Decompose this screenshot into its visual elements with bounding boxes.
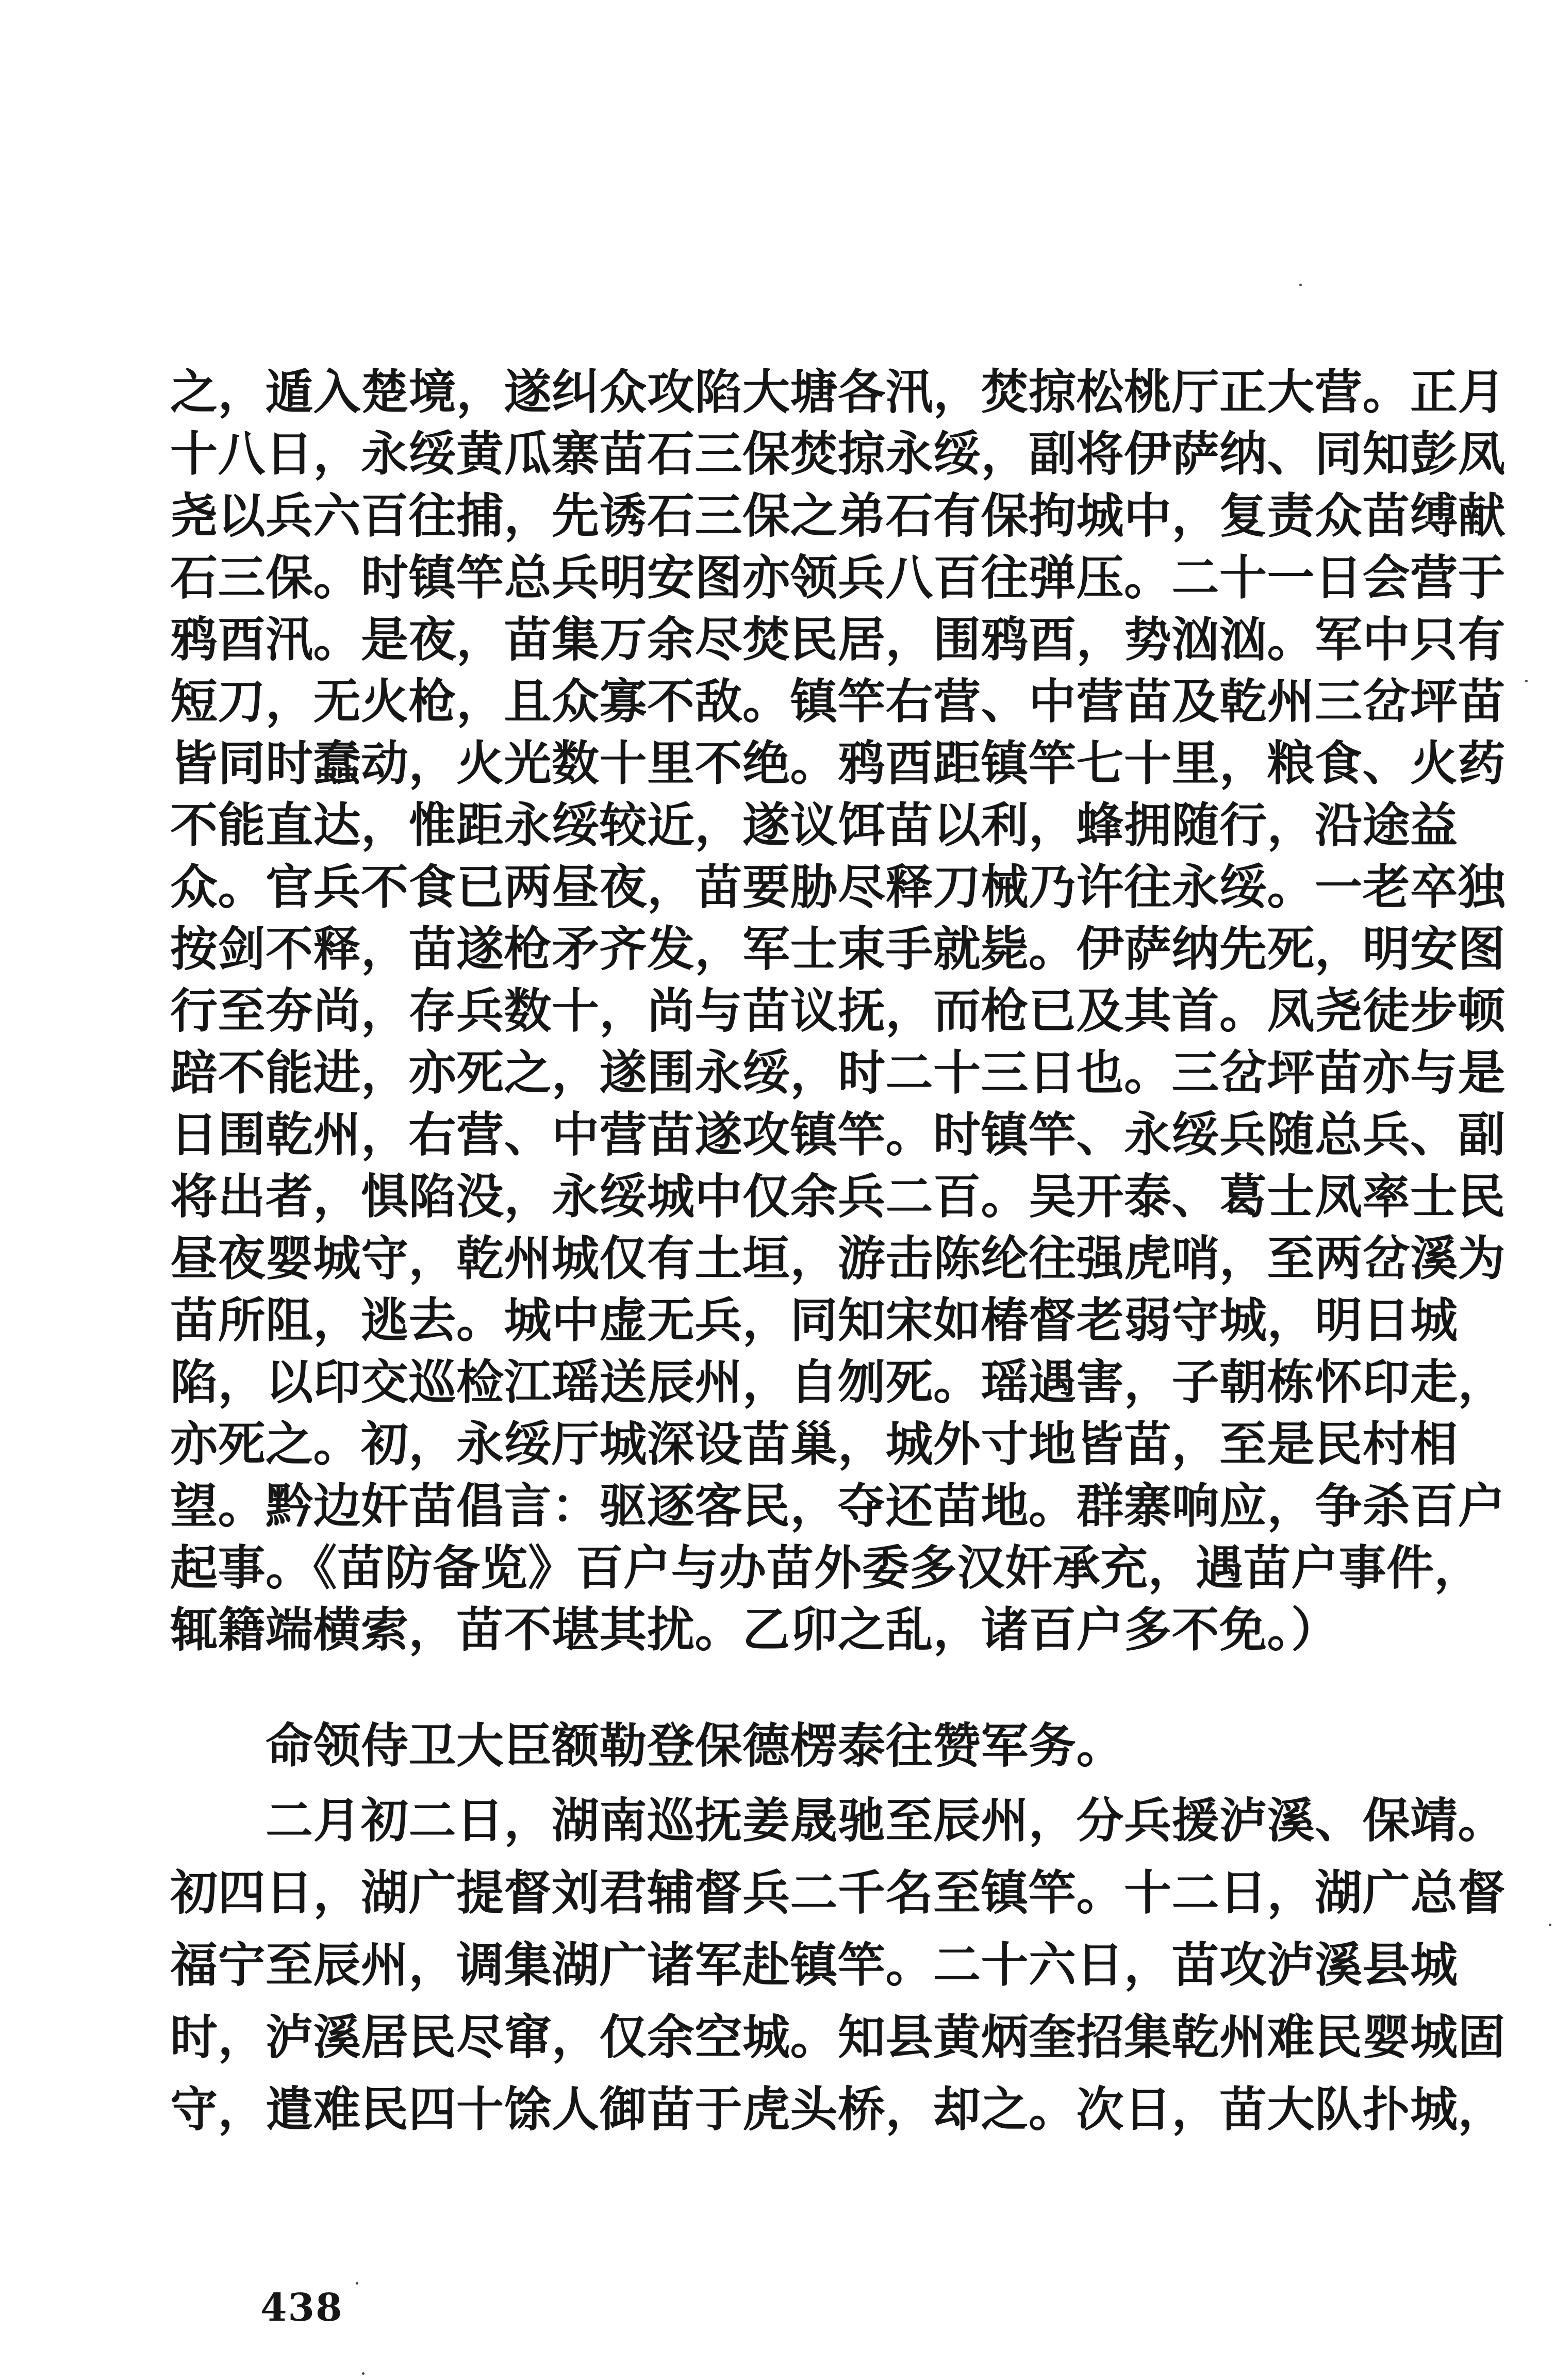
text-line: 皆同时蠢动，火光数十里不绝。鸦酉距镇竿七十里，粮食、火药 <box>170 735 1506 791</box>
text-line: 辄籍端横索，苗不堪其扰。乙卯之乱，诸百户多不免。） <box>170 1602 1339 1657</box>
text-line: 短刀，无火枪，且众寡不敌。镇竿右营、中营苗及乾州三岔坪苗 <box>170 674 1506 729</box>
text-line: 苗所阻，逃去。城中虚无兵，同知宋如椿督老弱守城，明日城 <box>170 1292 1458 1348</box>
text-line: 福宁至辰州，调集湖广诸军赴镇竿。二十六日，苗攻泸溪县城 <box>170 1937 1458 1993</box>
text-line: 石三保。时镇竿总兵明安图亦领兵八百往弹压。二十一日会营于 <box>170 550 1506 605</box>
page-number: 438 <box>260 2286 343 2330</box>
text-line: 按剑不释，苗遂枪矛齐发，军士束手就毙。伊萨纳先死，明安图 <box>170 921 1506 977</box>
text-line: 之，遁入楚境，遂纠众攻陷大塘各汛，焚掠松桃厅正大营。正月 <box>170 364 1506 420</box>
text-line: 望。黔边奸苗倡言：驱逐客民，夺还苗地。群寨响应，争杀百户 <box>170 1478 1506 1534</box>
text-line: 亦死之。初，永绥厅城深设苗巢，城外寸地皆苗，至是民村相 <box>170 1416 1458 1472</box>
text-line: 不能直达，惟距永绥较近，遂议饵苗以利，蜂拥随行，沿途益 <box>170 797 1458 853</box>
text-line: 时，泸溪居民尽窜，仅余空城。知县黄炳奎招集乾州难民婴城固 <box>170 2009 1506 2065</box>
text-line: 陷，以印交巡检江瑶送辰州，自刎死。瑶遇害，子朝栋怀印走， <box>170 1354 1506 1410</box>
text-line: 踣不能进，亦死之，遂围永绥，时二十三日也。三岔坪苗亦与是 <box>170 1045 1506 1101</box>
text-line: 二月初二日，湖南巡抚姜晟驰至辰州，分兵援泸溪、保靖。 <box>170 1793 1506 1848</box>
text-line: 鸦酉汛。是夜，苗集万余尽焚民居，围鸦酉，势汹汹。军中只有 <box>170 612 1506 667</box>
text-line: 日围乾州，右营、中营苗遂攻镇竿。时镇竿、永绥兵随总兵、副 <box>170 1107 1506 1162</box>
scan-speck <box>1549 1924 1551 1926</box>
text-line: 起事。《苗防备览》百户与办苗外委多汉奸承充，遇苗户事件， <box>170 1540 1482 1596</box>
scan-speck <box>1299 284 1302 286</box>
text-line: 守，遣难民四十馀人御苗于虎头桥，却之。次日，苗大队扑城， <box>170 2081 1506 2137</box>
text-line: 众。官兵不食已两昼夜，苗要胁尽释刀械乃许往永绥。一老卒独 <box>170 859 1506 915</box>
text-line: 行至夯尚，存兵数十，尚与苗议抚，而枪已及其首。凤尧徒步顿 <box>170 983 1506 1039</box>
scan-speck <box>1525 680 1528 682</box>
text-line: 十八日，永绥黄瓜寨苗石三保焚掠永绥，副将伊萨纳、同知彭凤 <box>170 426 1506 482</box>
text-line: 尧以兵六百往捕，先诱石三保之弟石有保拘城中，复责众苗缚献 <box>170 488 1506 544</box>
text-line: 昼夜婴城守，乾州城仅有土垣，游击陈纶往强虎哨，至两岔溪为 <box>170 1230 1506 1286</box>
text-line: 初四日，湖广提督刘君辅督兵二千名至镇竿。十二日，湖广总督 <box>170 1865 1506 1921</box>
scan-speck <box>362 2372 365 2375</box>
text-line: 将出者，惧陷没，永绥城中仅余兵二百。吴开泰、葛士凤率士民 <box>170 1169 1506 1224</box>
text-line: 命领侍卫大臣额勒登保德楞泰往赞军务。 <box>170 1718 1124 1774</box>
scan-speck <box>356 2282 358 2285</box>
